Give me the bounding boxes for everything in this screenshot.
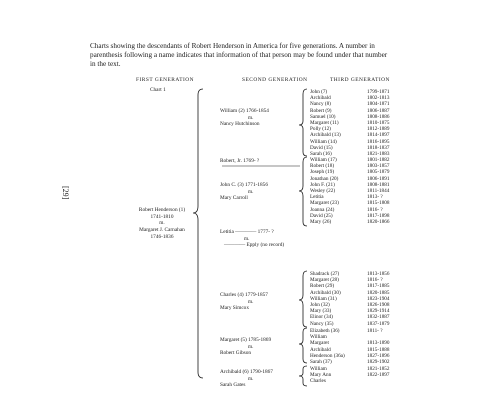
person-years: 1741-1810 bbox=[150, 213, 174, 220]
child-years: 1812-1889 bbox=[367, 126, 390, 133]
child-years: 1801-1882 bbox=[367, 157, 390, 163]
child-years: 1816-1895 bbox=[367, 138, 390, 145]
second-gen-charles bbox=[220, 292, 268, 312]
intro-line: parenthesis following a name indicates that information of that person may be found under that number bbox=[90, 51, 388, 59]
marriage-marker: m. bbox=[248, 188, 254, 195]
spouse-name: Margaret J. Carnahan bbox=[139, 227, 185, 234]
child-years: 1810-1875 bbox=[367, 119, 390, 126]
third-generation-header: THIRD GENERATION bbox=[330, 77, 390, 83]
child-years: 1802-1813 bbox=[367, 95, 390, 102]
child-name: David (15) bbox=[310, 144, 333, 151]
child-years: 1816- ? bbox=[367, 277, 383, 284]
child-years: 1818-1837 bbox=[367, 144, 390, 151]
third-gen-group-william bbox=[310, 89, 405, 157]
child-years: 1816- ? bbox=[367, 206, 383, 213]
child-years: 1823-1904 bbox=[367, 295, 390, 302]
second-generation-header: SECOND GENERATION bbox=[242, 77, 308, 83]
child-name: Sarah (16) bbox=[310, 150, 332, 157]
marriage-marker: m. bbox=[248, 343, 254, 350]
marriage-marker: m. bbox=[248, 114, 254, 121]
marriage-marker: m. bbox=[244, 235, 250, 242]
child-name: Shadrack (27) bbox=[310, 271, 340, 277]
child-name: Mary (26) bbox=[310, 218, 332, 225]
child-years: 1820-1885 bbox=[367, 289, 390, 296]
second-gen-letitia bbox=[220, 229, 284, 249]
child-name: Nancy (8) bbox=[310, 101, 331, 108]
child-name: Henderson (36a) bbox=[310, 352, 345, 359]
child-name: Charles bbox=[310, 378, 326, 385]
child-years: 1813-1856 bbox=[367, 271, 390, 277]
child-years: 1808-1886 bbox=[367, 113, 390, 120]
child-years: 1806-1887 bbox=[367, 107, 390, 114]
child-name: Joanna (24) bbox=[310, 206, 335, 213]
child-name: Margaret (11) bbox=[310, 119, 339, 126]
child-name: Mary (33) bbox=[310, 308, 332, 315]
first-generation-person bbox=[120, 207, 204, 241]
person-name: Archibald (6) 1790-1867 bbox=[220, 369, 273, 375]
third-gen-group-margaret bbox=[310, 328, 405, 365]
child-name: Sarah (37) bbox=[310, 358, 332, 365]
list-item bbox=[310, 321, 405, 327]
child-name: Elinor (34) bbox=[310, 314, 333, 321]
marriage-marker: m. bbox=[248, 298, 254, 305]
second-gen-william bbox=[220, 108, 269, 128]
child-years: 1829-1902 bbox=[367, 358, 390, 365]
child-name: Robert (29) bbox=[310, 283, 335, 290]
child-name: Polly (12) bbox=[310, 126, 331, 133]
person-name: William (2) 1766-1854 bbox=[220, 108, 269, 114]
child-years: 1821-1883 bbox=[367, 150, 390, 157]
list-item bbox=[310, 359, 405, 365]
child-years: 1822-1897 bbox=[367, 372, 390, 379]
child-name: Margaret bbox=[310, 340, 329, 347]
child-years: 1808-1881 bbox=[367, 181, 390, 188]
child-years: 1813- ? bbox=[367, 194, 383, 201]
child-name: Mary Ann bbox=[310, 372, 332, 379]
person-name: John C. (3) 1771-1856 bbox=[220, 182, 268, 188]
child-years: 1799-1871 bbox=[367, 89, 390, 95]
child-years: 1811- ? bbox=[367, 328, 383, 334]
person-name: Charles (4) 1779-1857 bbox=[220, 292, 268, 298]
spouse-name: Robert Gibson bbox=[220, 350, 252, 357]
child-years: 1817-1885 bbox=[367, 283, 390, 290]
child-name: William (31) bbox=[310, 295, 337, 302]
child-name: Nancy (35) bbox=[310, 320, 334, 327]
child-name: Jonathan (20) bbox=[310, 175, 339, 182]
third-gen-group-charles bbox=[310, 271, 405, 327]
child-name: William bbox=[310, 334, 327, 341]
second-gen-john-c bbox=[220, 182, 268, 202]
child-years: 1832-1887 bbox=[367, 314, 390, 321]
child-name: William (17) bbox=[310, 157, 337, 163]
child-name: Archibald bbox=[310, 346, 331, 353]
child-years: 1804-1871 bbox=[367, 101, 390, 108]
spouse-name: ———— Epply (no record) bbox=[224, 242, 285, 249]
child-name: John (7) bbox=[310, 89, 328, 95]
child-name: Robert (18) bbox=[310, 163, 335, 170]
child-name: William bbox=[310, 366, 327, 372]
child-years: 1829-1914 bbox=[367, 308, 390, 315]
child-name: Archibald (13) bbox=[310, 132, 341, 139]
first-generation-header: FIRST GENERATION bbox=[136, 77, 195, 83]
child-name: Wesley (22) bbox=[310, 187, 336, 194]
page-number: [29] bbox=[61, 186, 70, 200]
child-name: Joseph (19) bbox=[310, 169, 335, 176]
spouse-name: Mary Carroll bbox=[220, 195, 248, 202]
child-years: 1813-1890 bbox=[367, 340, 390, 347]
spouse-name: Nancy Hutchinson bbox=[220, 121, 260, 128]
list-item bbox=[310, 378, 405, 384]
intro-line: Charts showing the descendants of Robert Henderson in America for five generations. A number in bbox=[90, 42, 375, 50]
child-name: Robert (9) bbox=[310, 107, 332, 114]
child-name: Letitia bbox=[310, 194, 324, 201]
person-name: Letitia ———— 1777- ? bbox=[220, 229, 274, 235]
child-name: Archibald (30) bbox=[310, 289, 341, 296]
child-name: Samuel (10) bbox=[310, 113, 336, 120]
child-name: Elizabeth (36) bbox=[310, 328, 340, 334]
third-gen-group-archibald bbox=[310, 366, 405, 385]
child-years: 1814-1897 bbox=[367, 132, 390, 139]
child-years: 1827-1896 bbox=[367, 352, 390, 359]
child-years: 1803-1857 bbox=[367, 163, 390, 170]
person-name: Margaret (5) 1785-1869 bbox=[220, 337, 272, 343]
second-gen-robert-jr bbox=[220, 158, 259, 165]
child-name: Margaret (28) bbox=[310, 277, 339, 284]
list-item bbox=[310, 219, 405, 225]
child-name: William (14) bbox=[310, 138, 337, 145]
spouse-name: Sarah Gates bbox=[220, 382, 246, 389]
child-years: 1821-1852 bbox=[367, 366, 390, 372]
child-years: 1806-1891 bbox=[367, 175, 390, 182]
child-years: 1815-1888 bbox=[367, 346, 390, 353]
spouse-years: 1746-1836 bbox=[150, 233, 174, 240]
spouse-name: Mary Simcox bbox=[220, 305, 249, 312]
child-name: Margaret (23) bbox=[310, 200, 339, 207]
child-years bbox=[367, 378, 405, 384]
child-years: 1826-1908 bbox=[367, 301, 390, 308]
intro-line: in the text. bbox=[90, 60, 121, 68]
third-gen-group-john-c bbox=[310, 157, 405, 225]
marriage-marker: m. bbox=[248, 375, 254, 382]
child-name: Archibald bbox=[310, 95, 331, 102]
child-name: John (32) bbox=[310, 301, 330, 308]
chart-label: Chart 1 bbox=[150, 87, 166, 93]
child-years: 1805-1879 bbox=[367, 169, 390, 176]
child-name: John F. (21) bbox=[310, 181, 335, 188]
child-years: 1820-1866 bbox=[367, 218, 390, 225]
second-gen-archibald bbox=[220, 369, 273, 389]
child-years: 1811-1844 bbox=[367, 187, 390, 194]
second-gen-margaret bbox=[220, 337, 271, 357]
person-name: Robert Henderson (1) bbox=[138, 207, 186, 213]
child-years: 1817-1898 bbox=[367, 212, 390, 219]
person-name: Robert, Jr. 1769- ? bbox=[220, 158, 260, 164]
child-years: 1815-1808 bbox=[367, 200, 390, 207]
child-years: 1837-1879 bbox=[367, 320, 390, 327]
marriage-marker: m. bbox=[159, 220, 165, 227]
child-name: David (25) bbox=[310, 212, 333, 219]
